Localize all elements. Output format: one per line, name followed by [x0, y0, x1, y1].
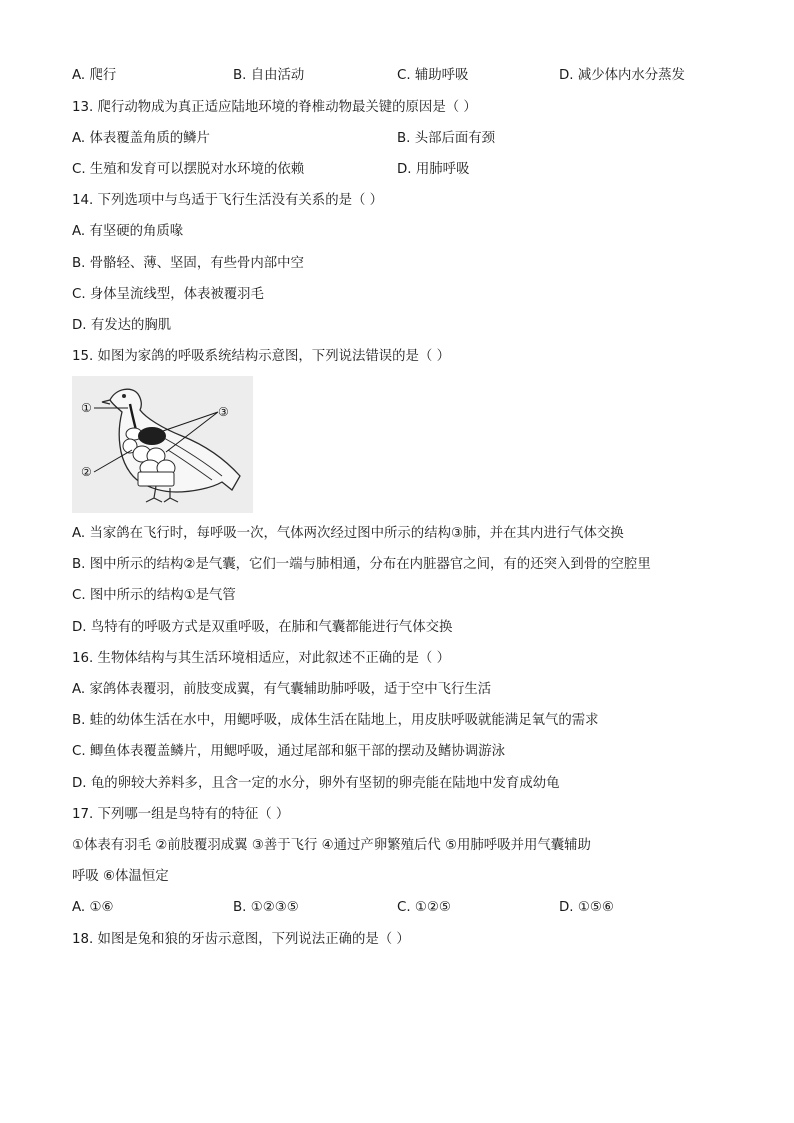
- pigeon-respiratory-figure: [72, 376, 253, 513]
- q12-option-c: C. 辅助呼吸: [397, 68, 469, 83]
- q16-option-a: A. 家鸽体表覆羽，前肢变成翼，有气囊辅助肺呼吸，适于空中飞行生活: [72, 682, 492, 697]
- q14-option-d: D. 有发达的胸肌: [72, 318, 172, 333]
- q17-features-line1: ①体表有羽毛 ②前肢覆羽成翼 ③善于飞行 ④通过产卵繁殖后代 ⑤用肺呼吸并用气囊辅助: [72, 838, 591, 853]
- q15-option-d: D. 鸟特有的呼吸方式是双重呼吸，在肺和气囊都能进行气体交换: [72, 620, 453, 635]
- q15-stem: 15. 如图为家鸽的呼吸系统结构示意图，下列说法错误的是（ ）: [72, 349, 450, 364]
- q13-option-c: C. 生殖和发育可以摆脱对水环境的依赖: [72, 162, 305, 177]
- pigeon-eye: [122, 394, 126, 398]
- q16-option-b: B. 蛙的幼体生活在水中，用鳃呼吸，成体生活在陆地上，用皮肤呼吸就能满足氧气的需求: [72, 713, 599, 728]
- q16-option-d: D. 龟的卵较大养料多，且含一定的水分，卵外有坚韧的卵壳能在陆地中发育成幼龟: [72, 776, 560, 791]
- q18-stem: 18. 如图是兔和狼的牙齿示意图，下列说法正确的是（ ）: [72, 932, 410, 947]
- q16-option-c: C. 鲫鱼体表覆盖鳞片，用鳃呼吸，通过尾部和躯干部的摆动及鳍协调游泳: [72, 744, 505, 759]
- q12-option-b: B. 自由活动: [233, 68, 305, 83]
- q13-option-d: D. 用肺呼吸: [397, 162, 470, 177]
- q15-option-b: B. 图中所示的结构②是气囊，它们一端与肺相通，分布在内脏器官之间，有的还突入到骨的空腔里: [72, 557, 651, 572]
- q13-stem: 13. 爬行动物成为真正适应陆地环境的脊椎动物最关键的原因是（ ）: [72, 100, 477, 115]
- q17-option-d: D. ①⑤⑥: [559, 900, 614, 915]
- pigeon-diagram: [72, 376, 253, 513]
- figure-label-3: ③: [218, 405, 229, 419]
- figure-label-1: ①: [81, 401, 92, 415]
- q15-option-c: C. 图中所示的结构①是气管: [72, 588, 236, 603]
- q17-stem: 17. 下列哪一组是鸟特有的特征（ ）: [72, 807, 290, 822]
- q14-option-c: C. 身体呈流线型，体表被覆羽毛: [72, 287, 264, 302]
- q17-option-a: A. ①⑥: [72, 900, 114, 915]
- q13-option-a: A. 体表覆盖角质的鳞片: [72, 131, 210, 146]
- lungs: [138, 427, 166, 445]
- q17-option-b: B. ①②③⑤: [233, 900, 299, 915]
- q14-option-b: B. 骨骼轻、薄、坚固，有些骨内部中空: [72, 256, 304, 271]
- q15-option-a: A. 当家鸽在飞行时，每呼吸一次，气体两次经过图中所示的结构③肺，并在其内进行气体交换: [72, 526, 624, 541]
- q16-stem: 16. 生物体结构与其生活环境相适应，对此叙述不正确的是（ ）: [72, 651, 450, 666]
- figure-label-2: ②: [81, 465, 92, 479]
- q14-stem: 14. 下列选项中与鸟适于飞行生活没有关系的是（ ）: [72, 193, 384, 208]
- q13-option-b: B. 头部后面有颈: [397, 131, 496, 146]
- q17-option-c: C. ①②⑤: [397, 900, 451, 915]
- q14-option-a: A. 有坚硬的角质喙: [72, 224, 184, 239]
- q12-option-d: D. 减少体内水分蒸发: [559, 68, 685, 83]
- q12-option-a: A. 爬行: [72, 68, 117, 83]
- q17-features-line2: 呼吸 ⑥体温恒定: [72, 869, 169, 884]
